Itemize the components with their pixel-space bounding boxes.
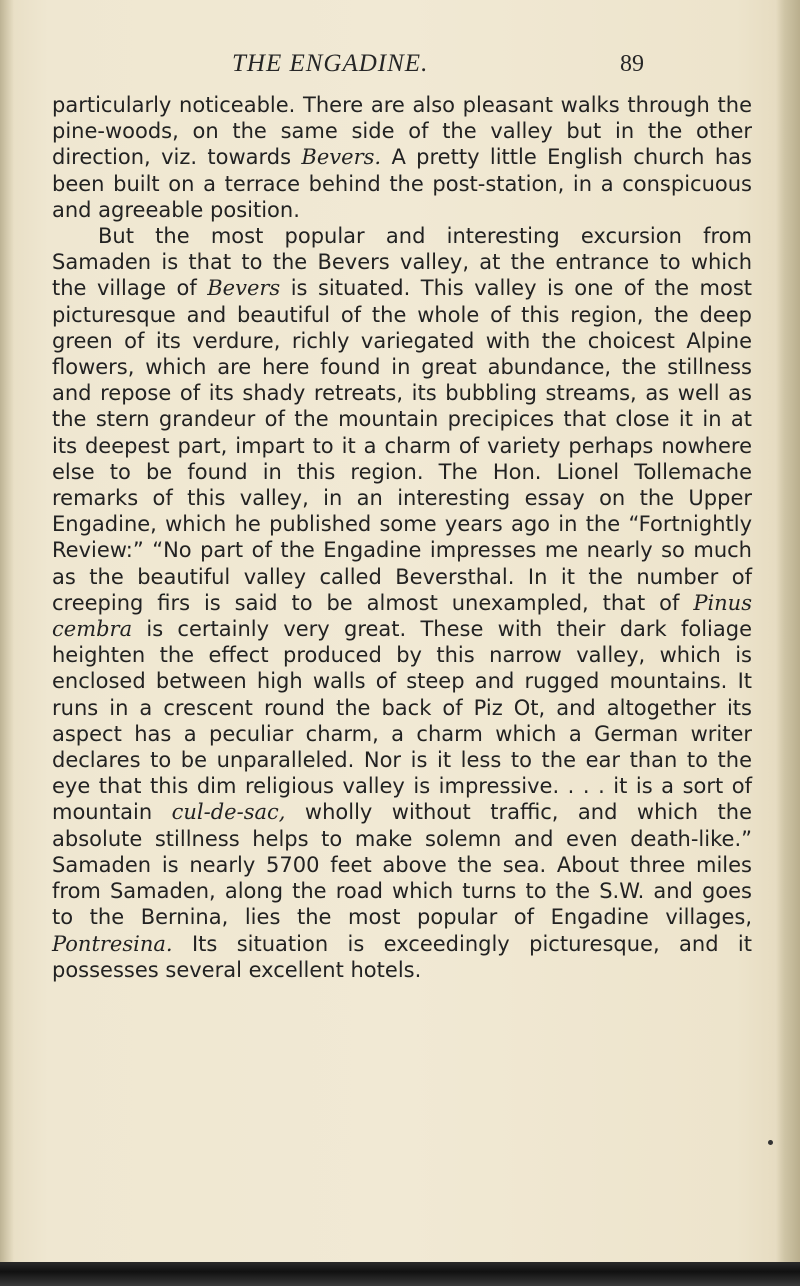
bottom-dark-edge: [0, 1262, 800, 1286]
paragraph-1-text-2: A pretty little English church has been built on a terrace behind the post-station, in a conspicuous and agreeable position.: [52, 145, 752, 222]
paragraph-1-italic-bevers: Bevers.: [301, 145, 382, 170]
body-text: [52, 92, 752, 983]
paragraph-2-italic-cul-de-sac: cul-de-sac,: [171, 800, 286, 825]
paragraph-2-text-4: wholly without traffic, and which the absolute stillness helps to make solemn and even death-like.” Samaden is nearly 5700 feet above the sea. About three miles from Samaden, along the road which turns to the S.W. and goes to the Bernina, lies the most popular of Engadine villages,: [52, 800, 752, 930]
page-left-edge-shadow: [0, 0, 14, 1286]
paragraph-2-text-2: is situated. This valley is one of the most picturesque and beautiful of the whole of this region, the deep green of its verdure, richly variegated with the choicest Alpine flowers, which are here found in great abundance, the stillness and repose of its shady retreats, its bubbling streams, as well as the stern grandeur of the mountain precipices that close it in at its deepest part, impart to it a charm of variety perhaps nowhere else to be found in this region. The Hon. Lionel Tollemache remarks of this valley, in an interesting essay on the Upper Engadine, which he published some years ago in the “Fortnightly Review:” “No part of the Engadine impresses me nearly so much as the beautiful valley called Beversthal. In it the number of creeping firs is said to be almost unexampled, that of: [52, 276, 753, 615]
paragraph-1-text-1: particularly noticeable. There are also pleasant walks through the pine-woods, on the same side of the valley but in the other direction, viz. towards: [52, 93, 752, 170]
paragraph-2-text-3: is certainly very great. These with their dark foliage heighten the effect produced by this narrow valley, which is enclosed between high walls of steep and rugged mountains. It runs in a crescent round the back of Piz Ot, and altogether its aspect has a peculiar charm, a charm which a German writer declares to be unparalleled. Nor is it less to the ear than to the eye that this dim religious valley is impressive. . . . it is a sort of mountain: [52, 617, 752, 825]
paragraph-2-italic-bevers: Bevers: [207, 276, 281, 301]
ink-speck: [768, 1140, 773, 1145]
paragraph-2-italic-pinus-cembra: Pinus cembra: [52, 590, 752, 642]
paragraph-2-italic-pontresina: Pontresina.: [52, 931, 173, 956]
running-title: THE ENGADINE.: [232, 50, 429, 77]
page-number: 89: [620, 51, 644, 77]
page-header: [0, 50, 800, 86]
page-right-edge-shadow: [776, 0, 800, 1286]
paragraph-2-text-5: Its situation is exceedingly picturesque, and it possesses several excellent hotels.: [52, 931, 752, 982]
paragraph-2: [52, 223, 752, 983]
paragraph-2-text-1: But the most popular and interesting excursion from Samaden is that to the Bevers valley, at the entrance to which the village of: [52, 224, 752, 301]
paragraph-1: [52, 92, 752, 223]
